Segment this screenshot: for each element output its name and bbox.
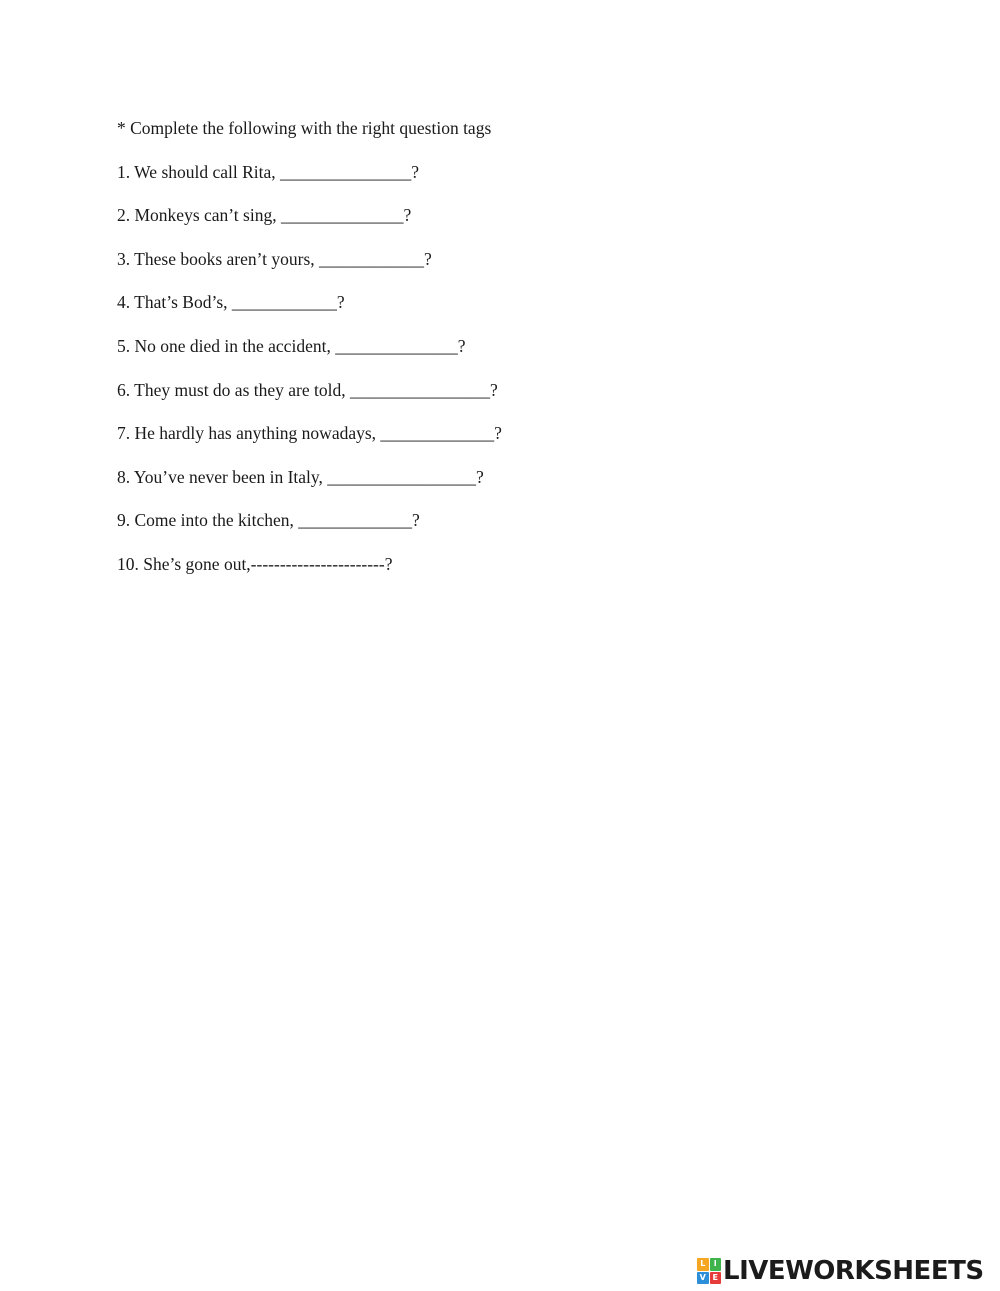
liveworksheets-logo-icon xyxy=(697,1258,721,1284)
question-4: 4. That’s Bod’s, ____________? xyxy=(117,292,345,313)
question-2: 2. Monkeys can’t sing, ______________? xyxy=(117,205,412,226)
logo-tile-l: L xyxy=(697,1258,709,1271)
question-8: 8. You’ve never been in Italy, _________________? xyxy=(117,466,484,487)
question-5: 5. No one died in the accident, ______________? xyxy=(117,335,466,356)
question-9: 9. Come into the kitchen, _____________? xyxy=(117,510,420,531)
question-10: 10. She’s gone out,-----------------------? xyxy=(117,553,393,574)
liveworksheets-logo xyxy=(697,1256,984,1286)
instruction-text: * Complete the following with the right question tags xyxy=(117,118,492,138)
logo-tile-i: I xyxy=(710,1258,722,1271)
question-3: 3. These books aren’t yours, ____________? xyxy=(117,248,432,269)
logo-tile-e: E xyxy=(710,1272,722,1285)
liveworksheets-wordmark: LIVEWORKSHEETS xyxy=(723,1256,984,1286)
worksheet xyxy=(117,116,877,596)
question-7: 7. He hardly has anything nowadays, _____________? xyxy=(117,423,502,444)
logo-tile-v: V xyxy=(697,1272,709,1285)
question-6: 6. They must do as they are told, ________________? xyxy=(117,379,498,400)
question-1: 1. We should call Rita, _______________? xyxy=(117,161,420,182)
